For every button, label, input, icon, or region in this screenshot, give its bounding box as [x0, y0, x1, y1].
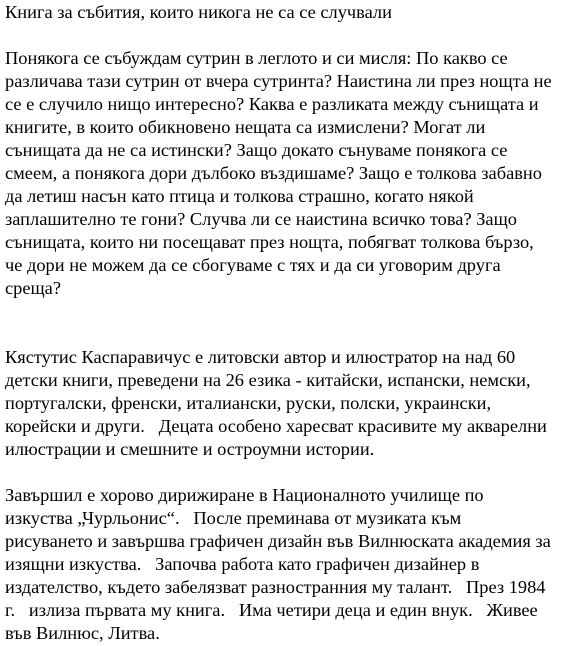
paragraph-line: Кястутис Каспаравичус е литовски автор и илюстратор на над 60 [5, 347, 516, 367]
paragraph-line: издателство, където забелязват разностранния му талант. През 1984 [5, 577, 546, 597]
paragraph-line: във Вилнюс, Литва. [5, 623, 160, 643]
paragraph-line: сънищата, които ни посещават през нощта, побягват толкова бързо, [5, 232, 534, 252]
paragraph-line: да летиш насън като птица и толкова страшно, когато някой [5, 186, 474, 206]
document-page [5, 0, 580, 646]
paragraph-line: илюстрации и смешните и остроумни истории. [5, 439, 375, 459]
paragraph-line: Завършил е хорово дирижиране в Националното училище по [5, 485, 484, 505]
paragraph-line: че дори не можем да се сбогуваме с тях и да си уговорим друга [5, 255, 501, 275]
paragraph-line: корейски и други. Децата особено харесват красивите му акварелни [5, 416, 547, 436]
paragraph-line: рисуването и завършва графичен дизайн във Вилнюската академия за [5, 531, 551, 551]
paragraph-line: Понякога се събуждам сутрин в леглото и си мисля: По какво се [5, 48, 508, 68]
paragraph-line: португалски, френски, италиански, руски, полски, украински, [5, 393, 492, 413]
paragraph-line: детски книги, преведени на 26 езика - китайски, испански, немски, [5, 370, 531, 390]
paragraph-line: изящни изкуства. Започва работа като графичен дизайнер в [5, 554, 480, 574]
paragraph-line: г. излиза първата му книга. Има четири деца и един внук. Живее [5, 600, 538, 620]
paragraph-line: среща? [5, 278, 62, 298]
paragraph-line: заплашително те гони? Случва ли се наистина всичко това? Защо [5, 209, 517, 229]
paragraph-line: изкуства „Чурльонис“. После преминава от музиката към [5, 508, 462, 528]
paragraph-line: различава тази сутрин от вчера сутринта? Наистина ли през нощта не [5, 71, 552, 91]
document-title: Книга за събития, които никога не са се случвали [5, 2, 392, 22]
paragraph-line: сънищата да не са истински? Защо докато сънуваме понякога се [5, 140, 508, 160]
paragraph-line: книгите, в които обикновено нещата са измислени? Могат ли [5, 117, 486, 137]
paragraph-line: се е случило нищо интересно? Каква е разликата между сънищата и [5, 94, 539, 114]
paragraph-line: смеем, а понякога дори дълбоко въздишаме? Защо е толкова забавно [5, 163, 542, 183]
